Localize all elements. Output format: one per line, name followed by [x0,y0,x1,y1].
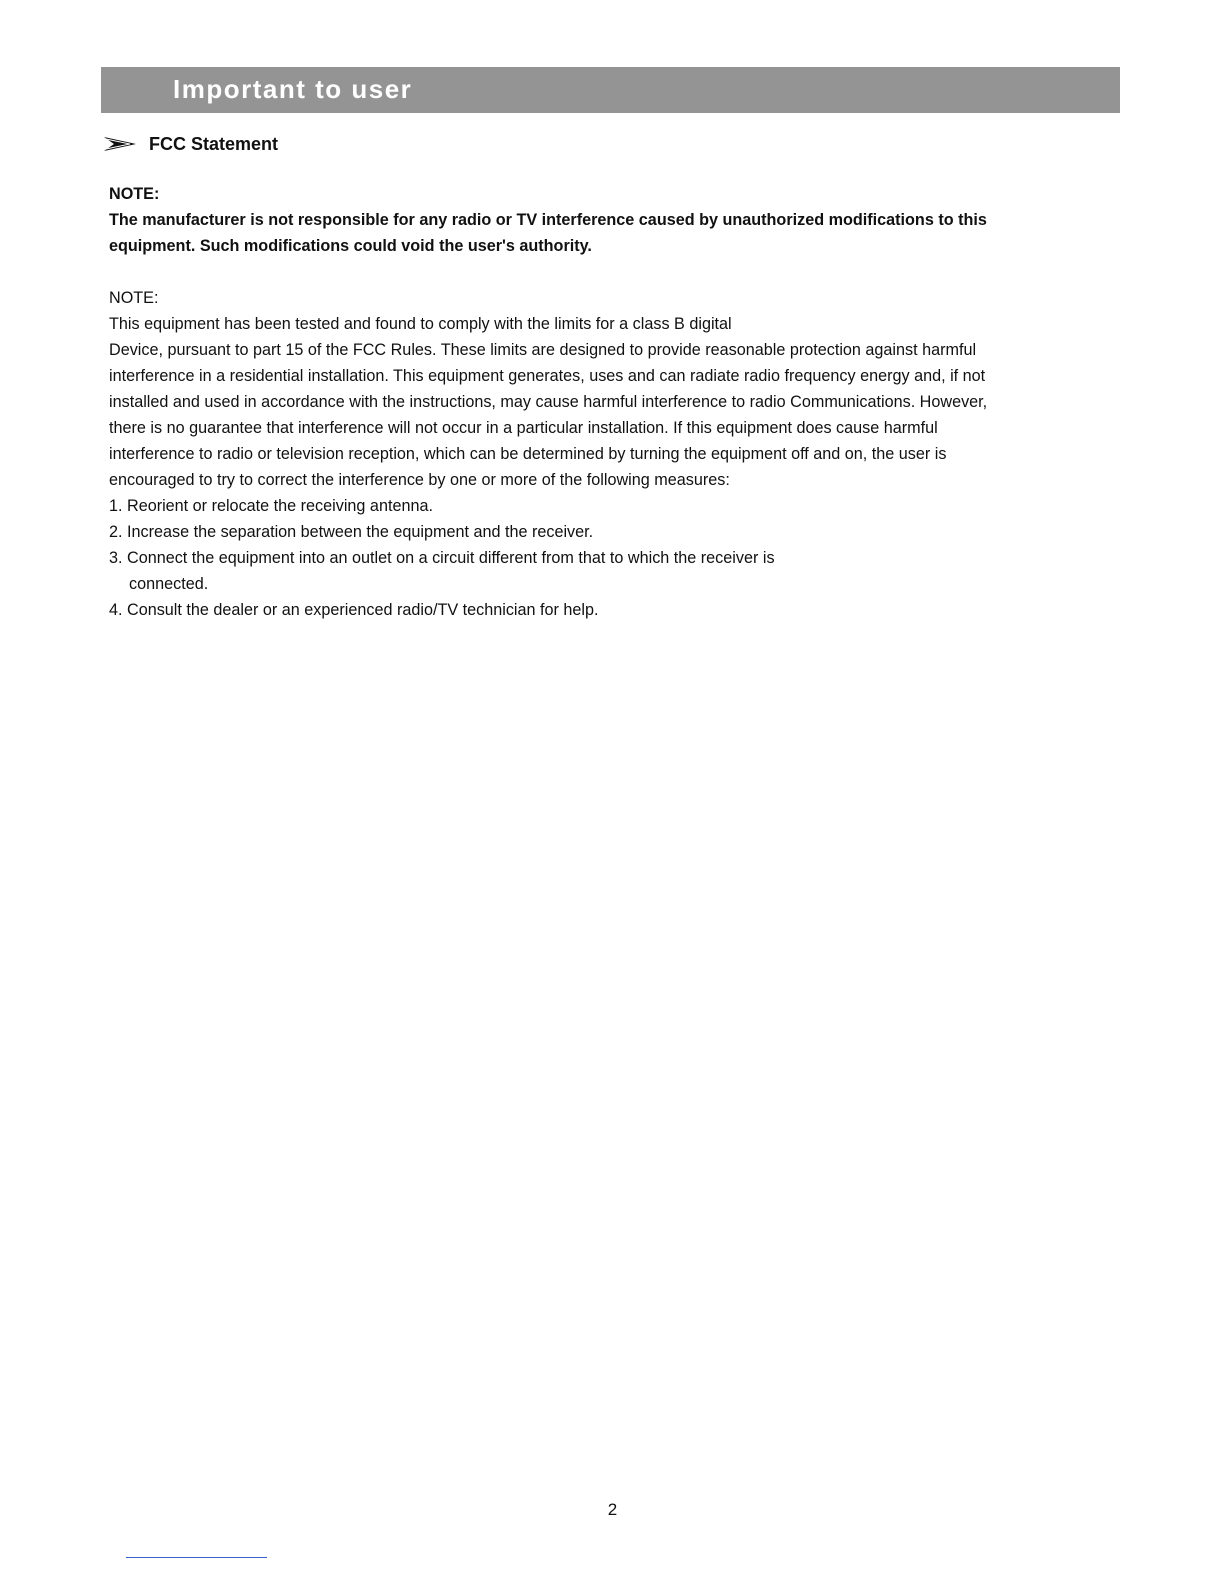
measure-item-continuation: connected. [129,575,209,593]
header-bar [101,67,1120,113]
note-line: interference to radio or television reception, which can be determined by turning the equipment off and on, the user is [109,445,947,463]
measure-item: 2. Increase the separation between the equipment and the receiver. [109,523,594,541]
page-number: 2 [607,1500,618,1519]
note-line: there is no guarantee that interference will not occur in a particular installation. If this equipment does cause harmful [109,419,938,437]
section-title: FCC Statement [149,133,279,154]
disclaimer-note [109,181,1109,259]
note-label: NOTE: [109,185,160,203]
fcc-compliance-note [109,285,1109,623]
note-line: The manufacturer is not responsible for any radio or TV interference caused by unauthorized modifications to this [109,211,987,229]
section-heading [104,132,278,156]
note-line: Device, pursuant to part 15 of the FCC Rules. These limits are designed to provide reasonable protection against harmful [109,341,977,359]
page-title: Important to user [173,74,413,104]
note-line: installed and used in accordance with the instructions, may cause harmful interference to radio Communications. However, [109,393,988,411]
arrow-icon [104,137,136,151]
measure-item: 4. Consult the dealer or an experienced radio/TV technician for help. [109,601,599,619]
measure-item: 1. Reorient or relocate the receiving antenna. [109,497,433,515]
footer-underline [126,1557,267,1558]
note-line: equipment. Such modifications could void the user's authority. [109,237,592,255]
note-line: interference in a residential installation. This equipment generates, uses and can radiate radio frequency energy and, if not [109,367,986,385]
measure-item: 3. Connect the equipment into an outlet on a circuit different from that to which the receiver is [109,549,775,567]
note-line: This equipment has been tested and found to comply with the limits for a class B digital [109,315,732,333]
note-label: NOTE: [109,289,159,307]
note-line: encouraged to try to correct the interference by one or more of the following measures: [109,471,730,489]
